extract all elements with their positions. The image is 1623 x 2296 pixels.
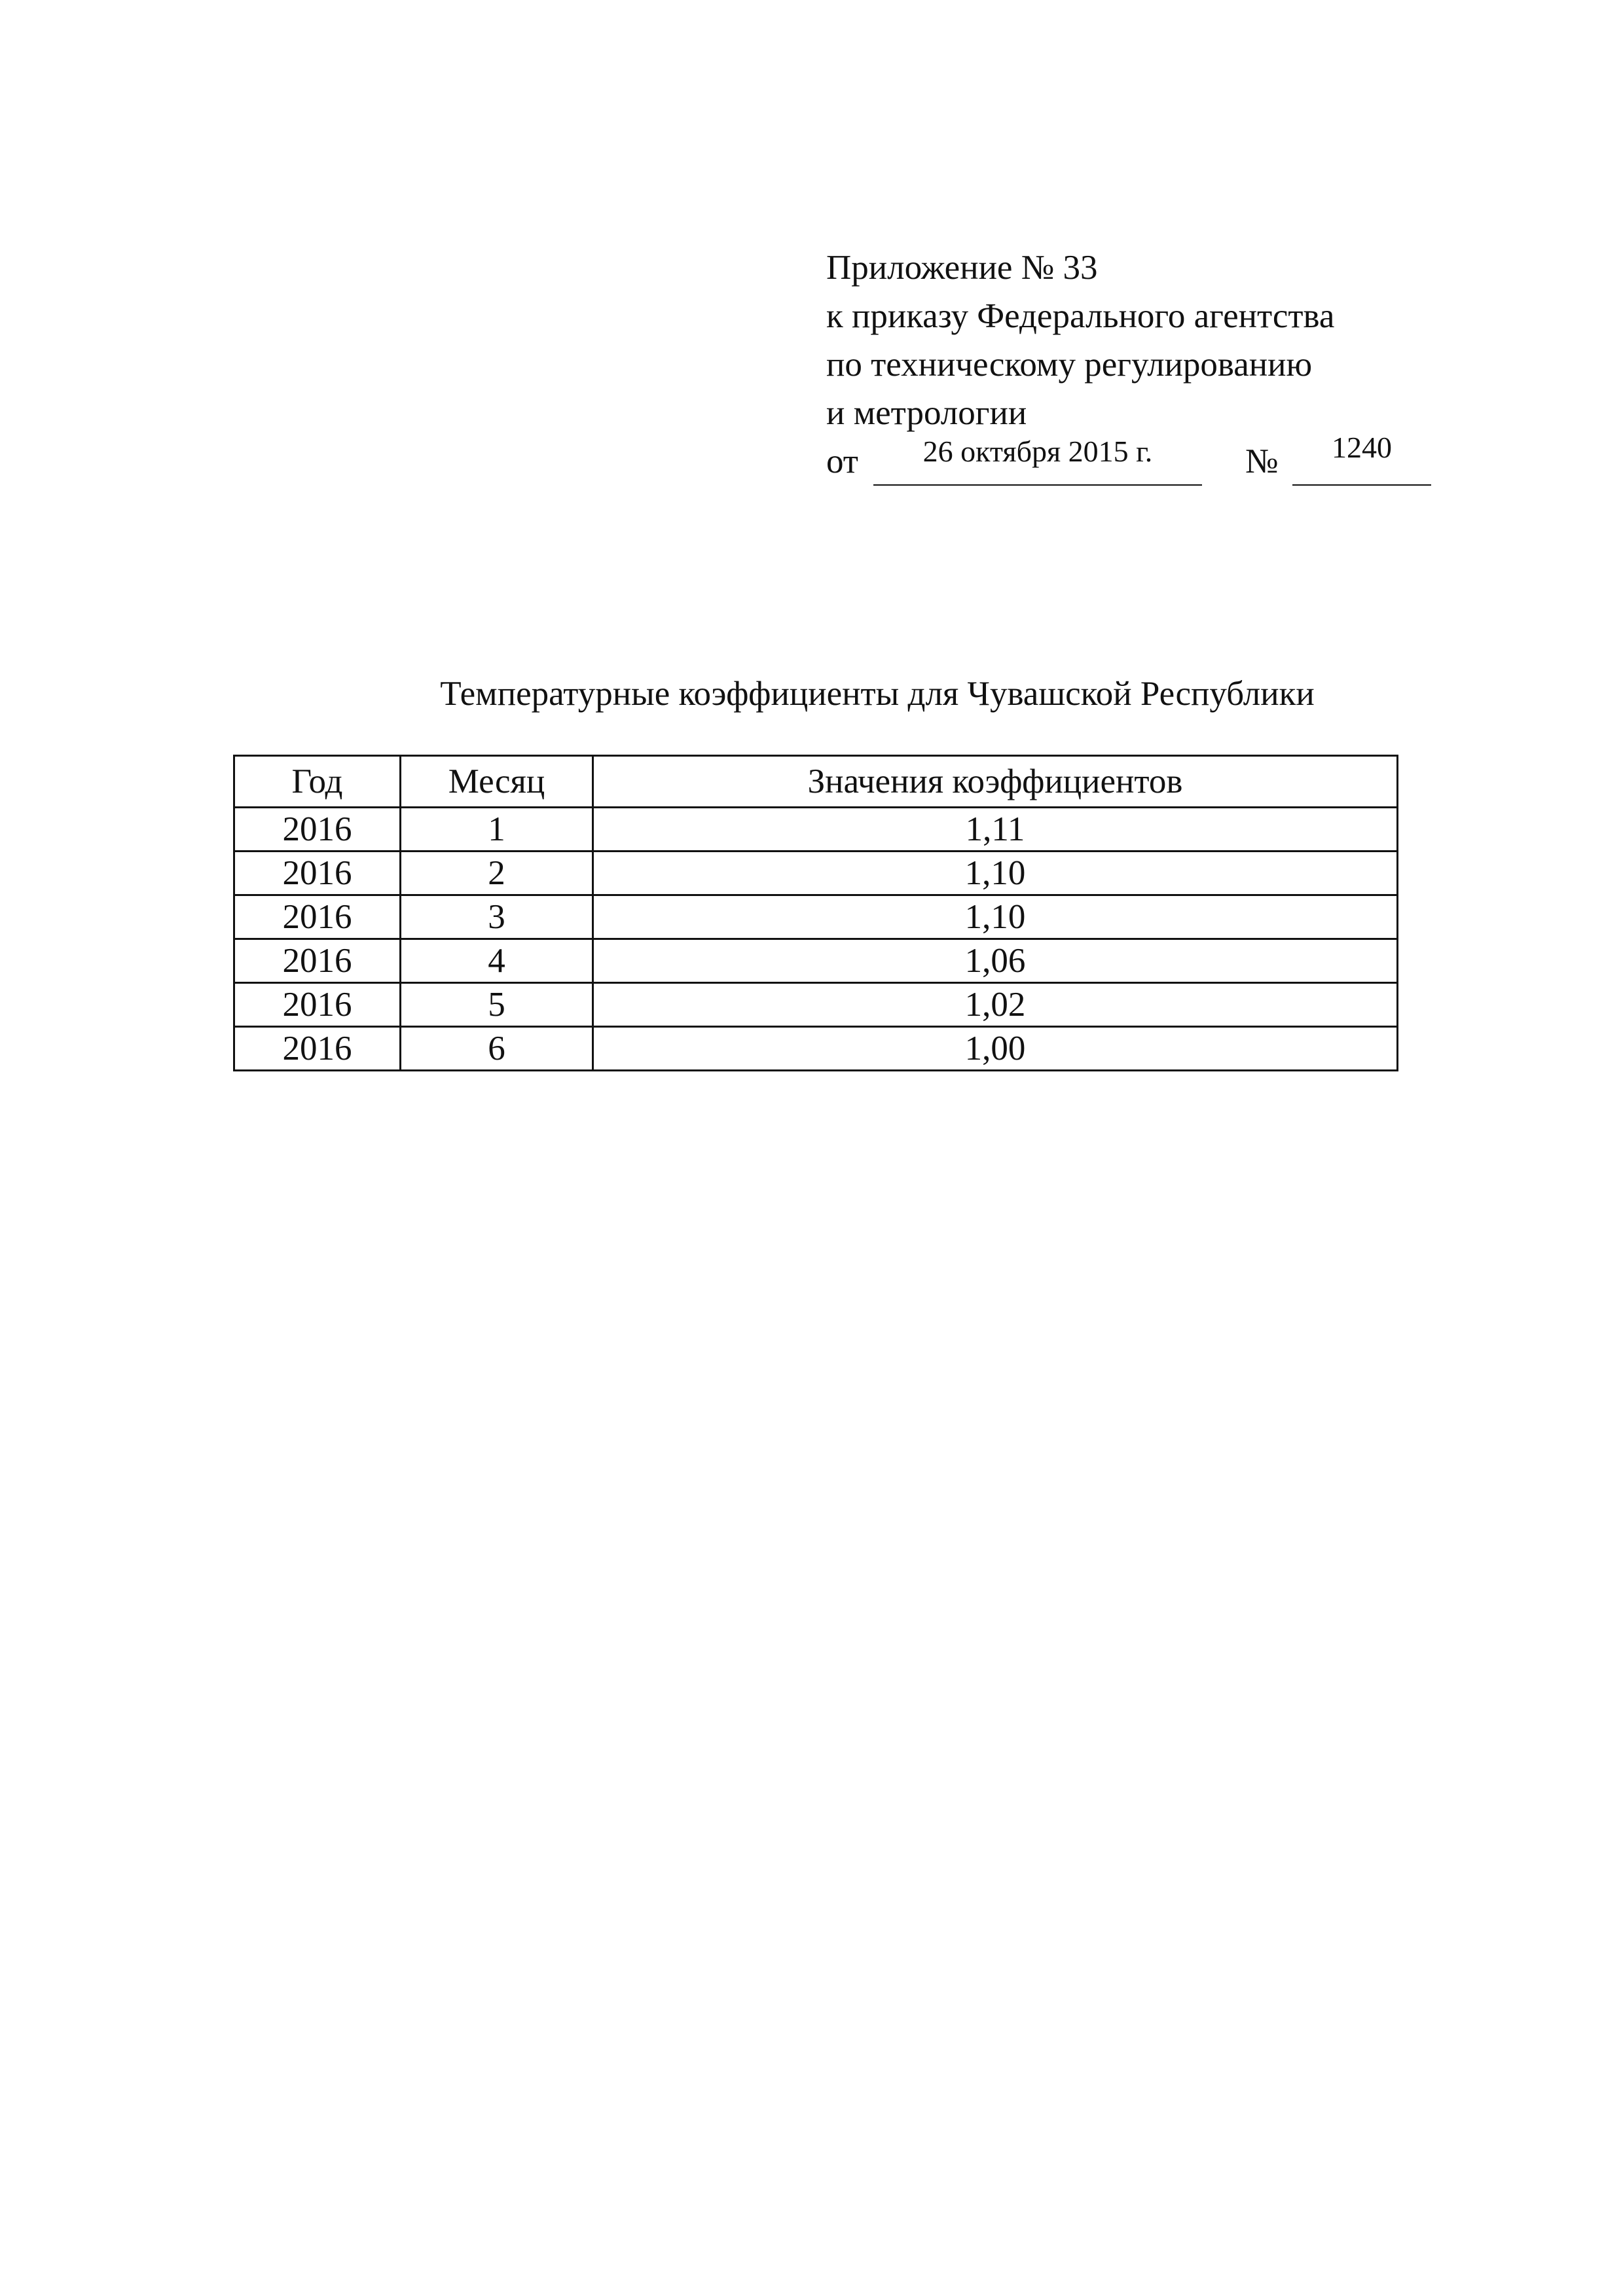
cell-year: 2016: [234, 808, 401, 852]
table-row: [234, 1027, 1398, 1071]
order-from-label: от: [826, 442, 858, 480]
cell-coefficient: 1,06: [593, 939, 1398, 983]
order-date: 26 октября 2015 г.: [922, 435, 1153, 468]
cell-coefficient: 1,10: [593, 852, 1398, 895]
order-date-underline: [873, 484, 1202, 486]
cell-year: 2016: [234, 852, 401, 895]
appendix-line-metrology: и метрологии: [826, 394, 1027, 432]
cell-coefficient: 1,11: [593, 808, 1398, 852]
cell-year: 2016: [234, 939, 401, 983]
table-row: [234, 895, 1398, 939]
table-title: Температурные коэффициенты для Чувашской Республики: [440, 675, 1315, 713]
appendix-line-agency: по техническому регулированию: [826, 346, 1313, 384]
cell-month: 2: [401, 852, 593, 895]
cell-year: 2016: [234, 1027, 401, 1071]
cell-coefficient: 1,02: [593, 983, 1398, 1027]
appendix-line-order: к приказу Федерального агентства: [826, 297, 1335, 335]
header-year: Год: [234, 756, 401, 808]
cell-coefficient: 1,10: [593, 895, 1398, 939]
header-month: Месяц: [401, 756, 593, 808]
cell-year: 2016: [234, 983, 401, 1027]
cell-month: 1: [401, 808, 593, 852]
appendix-title: Приложение № 33: [826, 249, 1098, 287]
appendix-block: [826, 243, 1442, 486]
cell-month: 6: [401, 1027, 593, 1071]
cell-year: 2016: [234, 895, 401, 939]
order-number-underline: [1292, 484, 1431, 486]
table-row: [234, 808, 1398, 852]
order-number-sign: №: [1245, 442, 1279, 480]
coefficients-table: [233, 755, 1398, 1071]
order-reference: [826, 431, 1442, 486]
cell-month: 3: [401, 895, 593, 939]
cell-month: 4: [401, 939, 593, 983]
cell-month: 5: [401, 983, 593, 1027]
order-number: 1240: [1332, 431, 1392, 464]
table-row: [234, 939, 1398, 983]
table-row: [234, 852, 1398, 895]
cell-coefficient: 1,00: [593, 1027, 1398, 1071]
table-header-row: [234, 756, 1398, 808]
header-coefficient: Значения коэффициентов: [593, 756, 1398, 808]
table-row: [234, 983, 1398, 1027]
